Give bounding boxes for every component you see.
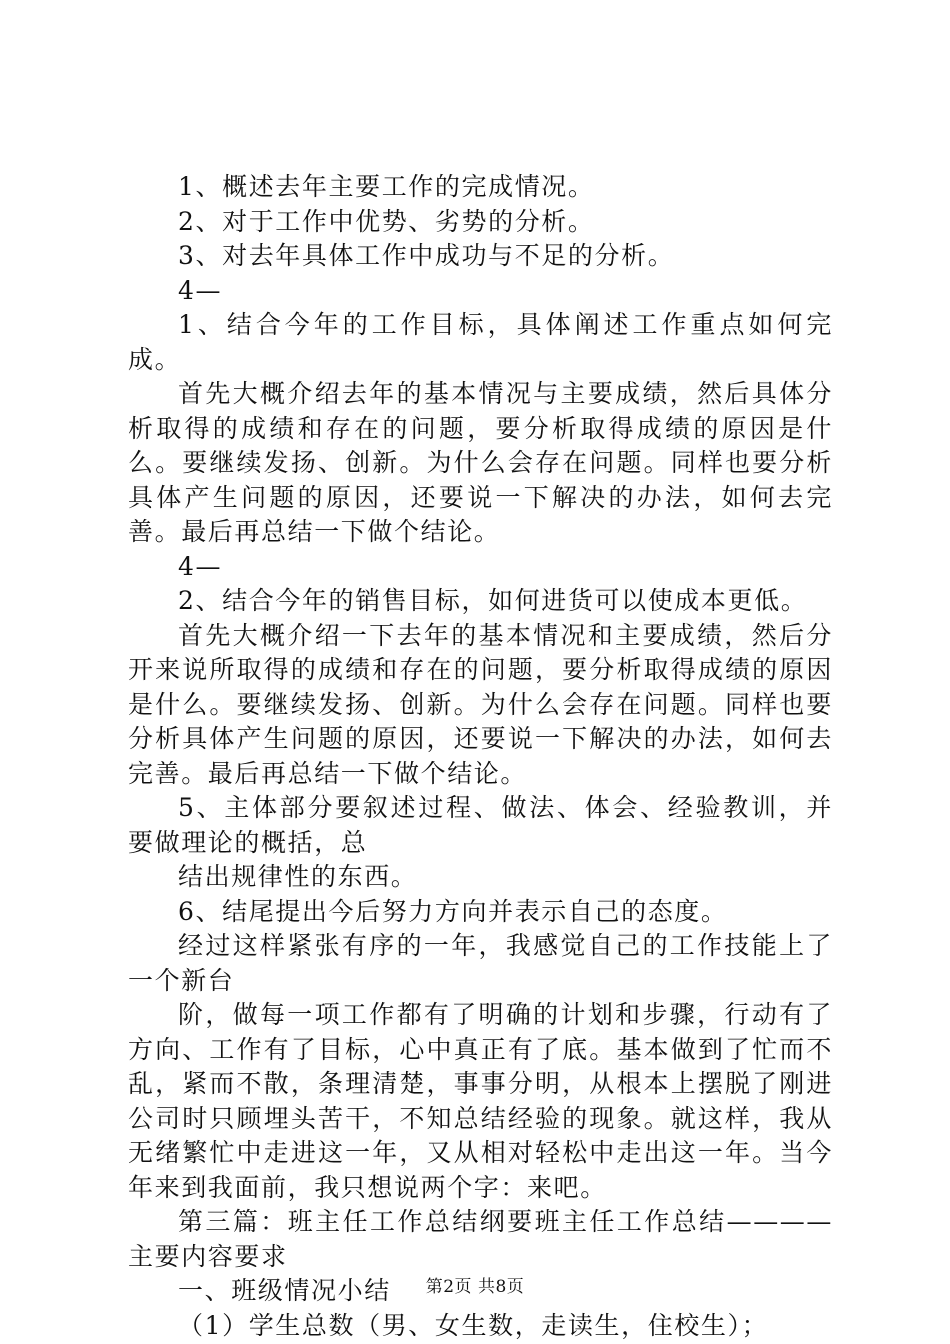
paragraph: 首先大概介绍一下去年的基本情况和主要成绩，然后分开来说所取得的成绩和存在的问题，要分析取得成绩的原因是什么。要继续发扬、创新。为什么会存在问题。同样也要分析具体产生问题的原因，还要说一下解决的办法，如何去完善。最后再总结一下做个结论。 (128, 620, 833, 788)
page-number-footer: 第2页 共8页 (425, 1277, 525, 1297)
paragraph: 结出规律性的东西。 (178, 862, 418, 891)
document-body (128, 170, 833, 1343)
paragraph: 6、结尾提出今后努力方向并表示自己的态度。 (178, 896, 728, 926)
paragraph: 首先大概介绍去年的基本情况与主要成绩，然后具体分析取得的成绩和存在的问题，要分析取得成绩的原因是什么。要继续发扬、创新。为什么会存在问题。同样也要分析具体产生问题的原因，还要说一下解决的办法，如何去完善。最后再总结一下做个结论。 (128, 379, 833, 546)
paragraph: 5、主体部分要叙述过程、做法、体会、经验教训，并要做理论的概括，总 (128, 793, 833, 857)
paragraph: 2、对于工作中优势、劣势的分析。 (178, 206, 595, 236)
paragraph: 1、结合今年的工作目标，具体阐述工作重点如何完成。 (128, 310, 833, 374)
paragraph: 第三篇：班主任工作总结纲要班主任工作总结————主要内容要求 (128, 1207, 833, 1271)
paragraph: 3、对去年具体工作中成功与不足的分析。 (178, 241, 675, 270)
paragraph: 1、概述去年主要工作的完成情况。 (178, 172, 595, 201)
paragraph: 阶，做每一项工作都有了明确的计划和步骤，行动有了方向、工作有了目标，心中真正有了底。基本做到了忙而不乱，紧而不散，条理清楚，事事分明，从根本上摆脱了刚进公司时只顾埋头苦干，不知总结经验的现象。就这样，我从无绪繁忙中走进这一年，又从相对轻松中走出这一年。当今年来到我面前，我只想说两个字：来吧。 (128, 1000, 833, 1202)
paragraph: 2、结合今年的销售目标，如何进货可以使成本更低。 (178, 586, 808, 615)
paragraph: 经过这样紧张有序的一年，我感觉自己的工作技能上了一个新台 (128, 931, 833, 995)
paragraph: 4— (178, 551, 223, 581)
paragraph: 一、班级情况小结 (178, 1276, 391, 1305)
paragraph: （1）学生总数（男、女生数，走读生，住校生）； (178, 1310, 769, 1340)
paragraph: 4— (178, 275, 223, 305)
